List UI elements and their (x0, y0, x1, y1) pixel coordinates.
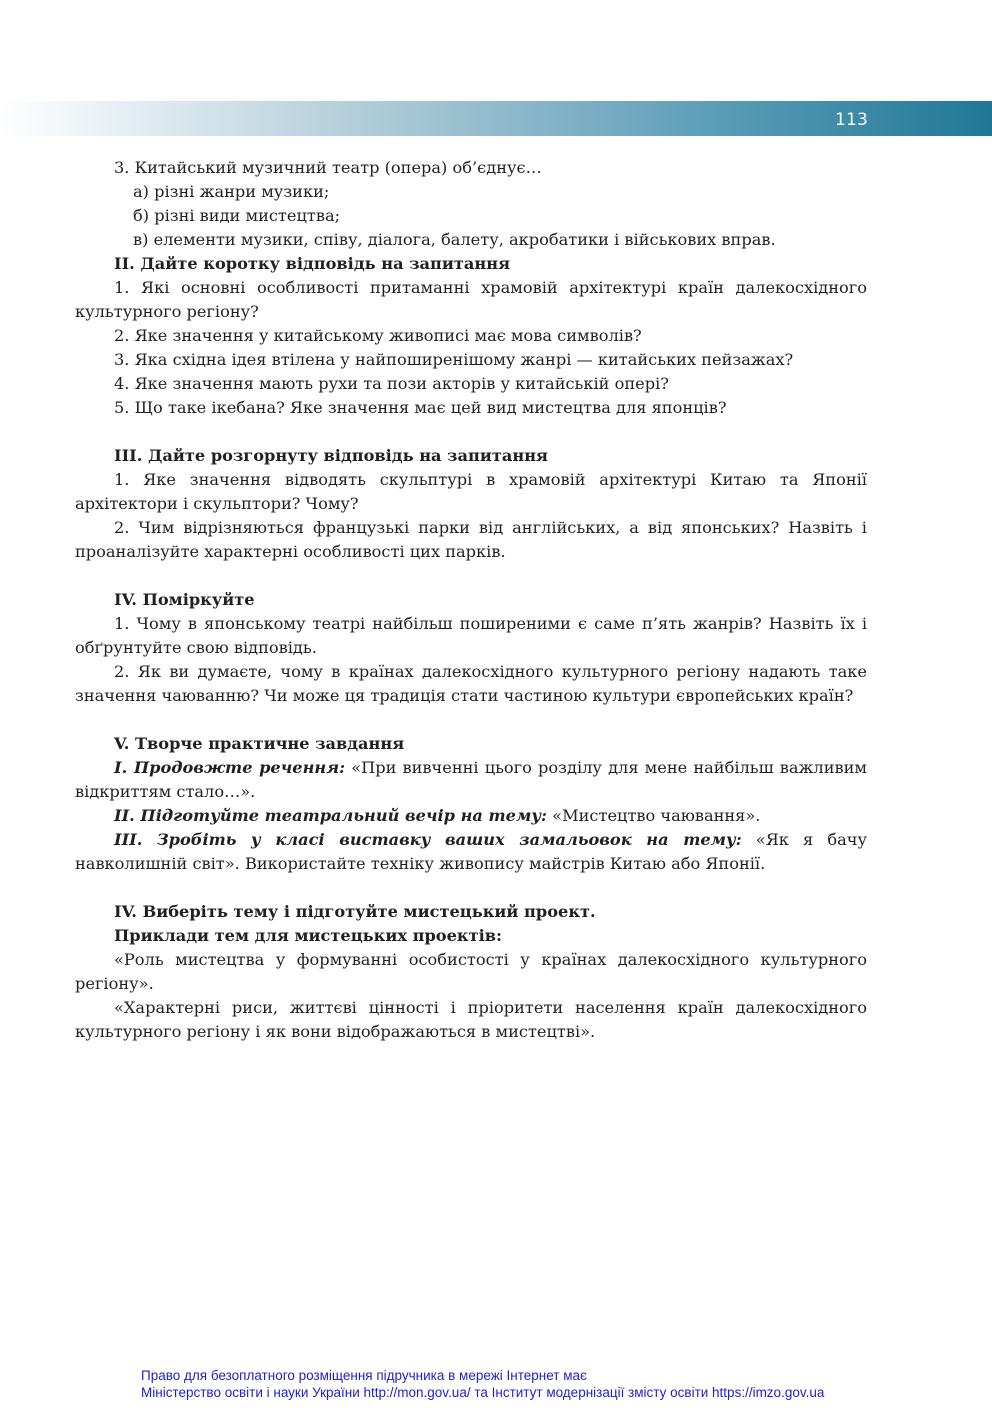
task-text: «Мистецтво чаювання». (547, 806, 761, 825)
section-v-heading: V. Творче практичне завдання (114, 734, 405, 753)
project-heading: IV. Виберіть тему і підготуйте мистецький проект. (114, 902, 596, 921)
list-item: «Роль мистецтва у формуванні особистості у країнах далекосхідного культурного регіону». (75, 950, 867, 993)
task-text: «При вивченні цього розділу для мене найбільш важливим відкриттям стало…». (75, 758, 867, 801)
copyright-footer (141, 1367, 824, 1401)
task-text: «Як я бачу навколишній світ». Використайте техніку живопису майстрів Китаю або Японії. (75, 830, 867, 873)
list-item: 1. Яке значення відводять скульптурі в храмовій архітектурі Китаю та Японії архітектори і скульптори? Чому? (75, 470, 867, 513)
task-lead: II. Підготуйте театральний вечір на тему: (114, 806, 548, 825)
section-ii-heading: II. Дайте коротку відповідь на запитання (114, 254, 511, 273)
page-content (75, 156, 867, 1044)
page-number: 113 (834, 110, 868, 130)
list-item: 1. Чому в японському театрі найбільш поширеними є саме п’ять жанрів? Назвіть їх і обґрунтуйте свою відповідь. (75, 614, 867, 657)
list-item: 2. Чим відрізняються французькі парки від англійських, а від японських? Назвіть і проаналізуйте характерні особливості цих парків. (75, 518, 867, 561)
list-item: 5. Що таке ікебана? Яке значення має цей вид мистецтва для японців? (114, 398, 727, 417)
project-subheading: Приклади тем для мистецьких проектів: (114, 926, 502, 945)
list-item: «Характерні риси, життєві цінності і пріоритети населення країн далекосхідного культурного регіону і як вони відображаються в мистецтві». (75, 998, 867, 1041)
footer-line-1: Право для безоплатного розміщення підручника в мережі Інтернет має (141, 1368, 587, 1383)
option-c: в) елементи музики, співу, діалога, балету, акробатики і військових вправ. (133, 230, 776, 249)
creative-task (75, 804, 867, 828)
task-lead: III. Зробіть у класі виставку ваших замальовок на тему: (114, 830, 742, 849)
task-lead: I. Продовжте речення: (114, 758, 346, 777)
section-iv-heading: IV. Поміркуйте (114, 590, 255, 609)
section-iii-heading: III. Дайте розгорнуту відповідь на запитання (114, 446, 549, 465)
creative-task (75, 828, 867, 876)
list-item: 2. Як ви думаєте, чому в країнах далекосхідного культурного регіону надають таке значення чаюванню? Чи може ця традиція стати частиною культури європейських країн? (75, 662, 867, 705)
list-item: 4. Яке значення мають рухи та пози акторів у китайській опері? (114, 374, 669, 393)
list-item: 3. Яка східна ідея втілена у найпоширенішому жанрі — китайських пейзажах? (114, 350, 794, 369)
footer-line-2: Міністерство освіти і науки України http://mon.gov.ua/ та Інститут модернізації змісту освіти https://imzo.gov.ua (141, 1385, 825, 1400)
list-item: 1. Які основні особливості притаманні храмовій архітектурі країн далекосхідного культурного регіону? (75, 278, 867, 321)
option-b: б) різні види мистецтва; (133, 206, 341, 225)
list-item: 2. Яке значення у китайському живописі має мова символів? (114, 326, 642, 345)
creative-task (75, 756, 867, 804)
question-3: 3. Китайський музичний театр (опера) об’єднує… (114, 158, 542, 177)
option-a: а) різні жанри музики; (133, 182, 330, 201)
